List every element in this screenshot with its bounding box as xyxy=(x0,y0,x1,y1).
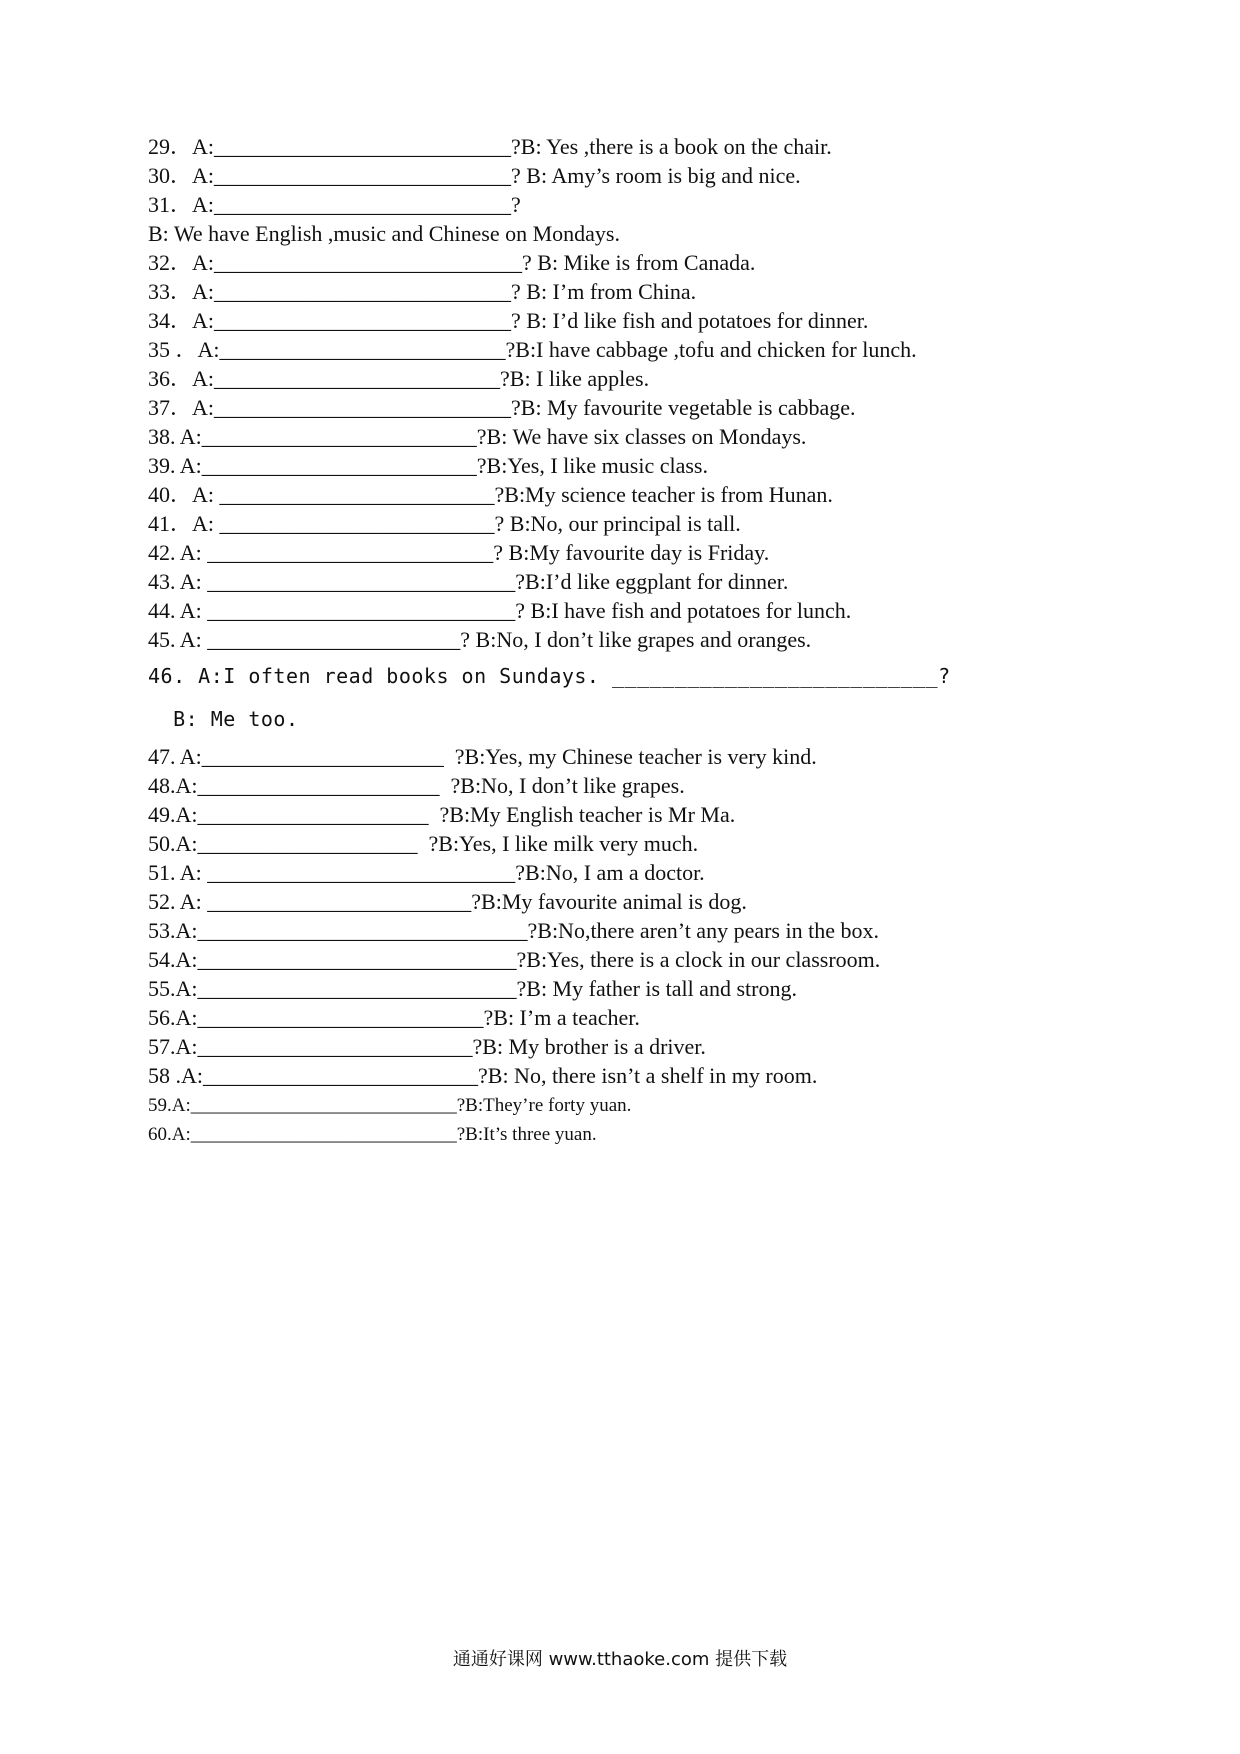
question-41: 41．A: _________________________? B:No, our principal is tall. xyxy=(148,511,741,536)
question-50: 50.A:____________________ ?B:Yes, I like milk very much. xyxy=(148,831,699,856)
question-46: 46. A:I often read books on Sundays. __________________________? xyxy=(148,664,951,688)
question-56: 56.A:__________________________?B: I’m a teacher. xyxy=(148,1005,640,1030)
question-43: 43. A: ____________________________?B:I’d like eggplant for dinner. xyxy=(148,569,789,594)
footer-source: 通通好课网 www.tthaoke.com 提供下载 xyxy=(452,1649,788,1670)
question-33: 33．A:___________________________? B: I’m from China. xyxy=(148,279,697,304)
question-32: 32．A:____________________________? B: Mike is from Canada. xyxy=(148,250,756,275)
question-44: 44. A: ____________________________? B:I have fish and potatoes for lunch. xyxy=(148,598,852,623)
question-39: 39. A:_________________________?B:Yes, I like music class. xyxy=(148,453,708,478)
question-55: 55.A:_____________________________?B: My father is tall and strong. xyxy=(148,976,797,1001)
question-30: 30．A:___________________________? B: Amy’s room is big and nice. xyxy=(148,163,801,188)
question-52: 52. A: ________________________?B:My favourite animal is dog. xyxy=(148,889,747,914)
question-29: 29．A:___________________________?B: Yes ,there is a book on the chair. xyxy=(148,134,832,159)
question-54: 54.A:_____________________________?B:Yes, there is a clock in our classroom. xyxy=(148,947,881,972)
question-38: 38. A:_________________________?B: We have six classes on Mondays. xyxy=(148,424,807,449)
question-35: 35 ．A:__________________________?B:I have cabbage ,tofu and chicken for lunch. xyxy=(148,337,917,362)
question-47: 47. A:______________________ ?B:Yes, my Chinese teacher is very kind. xyxy=(148,744,817,769)
question-34: 34．A:___________________________? B: I’d like fish and potatoes for dinner. xyxy=(148,308,869,333)
question-40: 40．A: _________________________?B:My science teacher is from Hunan. xyxy=(148,482,833,507)
question-57: 57.A:_________________________?B: My brother is a driver. xyxy=(148,1034,706,1059)
question-42: 42. A: __________________________? B:My favourite day is Friday. xyxy=(148,540,770,565)
question-59: 59.A:____________________________?B:They’re forty yuan. xyxy=(148,1095,632,1116)
question-31: 31．A:___________________________? xyxy=(148,192,521,217)
question-60: 60.A:____________________________?B:It’s three yuan. xyxy=(148,1124,597,1145)
question-45: 45. A: _______________________? B:No, I don’t like grapes and oranges. xyxy=(148,627,812,652)
question-49: 49.A:_____________________ ?B:My English teacher is Mr Ma. xyxy=(148,802,736,827)
question-37: 37．A:___________________________?B: My favourite vegetable is cabbage. xyxy=(148,395,856,420)
answer-31: B: We have English ,music and Chinese on Mondays. xyxy=(148,221,620,246)
question-53: 53.A:______________________________?B:No,there aren’t any pears in the box. xyxy=(148,918,879,943)
question-51: 51. A: ____________________________?B:No, I am a doctor. xyxy=(148,860,705,885)
question-36: 36．A:__________________________?B: I like apples. xyxy=(148,366,650,391)
question-58: 58 .A:_________________________?B: No, there isn’t a shelf in my room. xyxy=(148,1063,818,1088)
question-48: 48.A:______________________ ?B:No, I don’t like grapes. xyxy=(148,773,685,798)
answer-46: B: Me too. xyxy=(148,707,299,731)
